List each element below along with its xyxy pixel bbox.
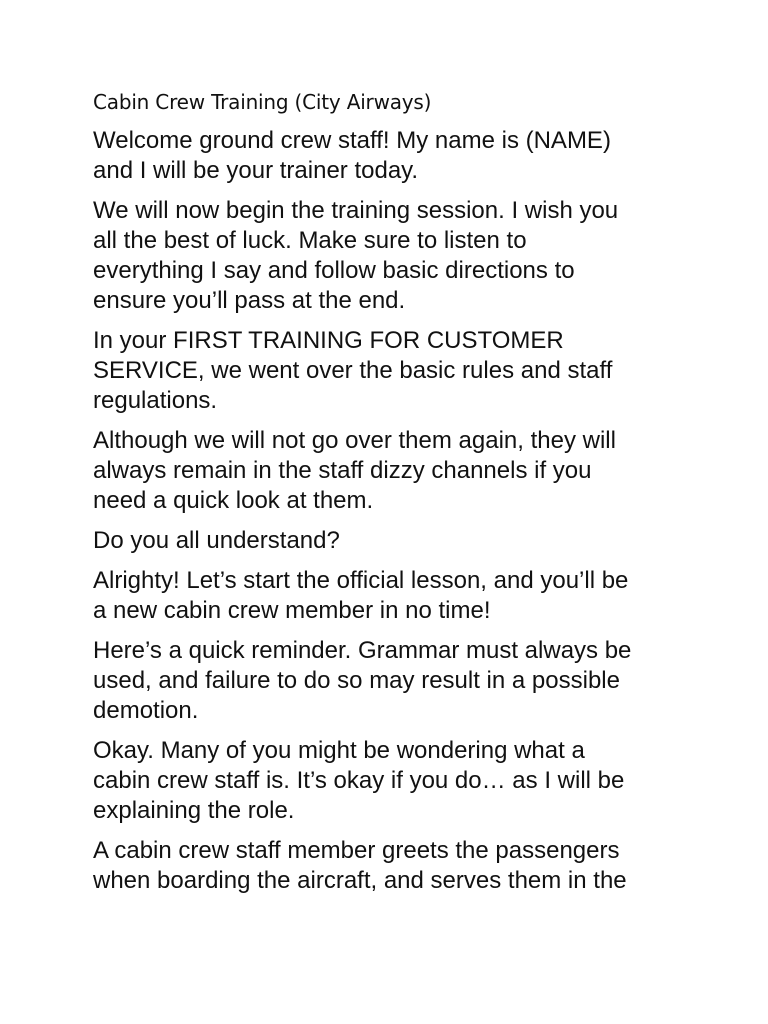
paragraph-staff-channels bbox=[93, 426, 693, 516]
paragraph-grammar-reminder bbox=[93, 636, 693, 726]
text-line: used, and failure to do so may result in a possible bbox=[93, 667, 620, 694]
text-line: always remain in the staff dizzy channels if you bbox=[93, 457, 592, 484]
text-line: In your FIRST TRAINING FOR CUSTOMER bbox=[93, 327, 564, 354]
text-line: explaining the role. bbox=[93, 797, 295, 824]
text-line: Do you all understand? bbox=[93, 527, 340, 554]
paragraph-official-lesson bbox=[93, 566, 693, 626]
paragraph-role-explanation bbox=[93, 736, 693, 826]
text-line: need a quick look at them. bbox=[93, 487, 374, 514]
text-line: all the best of luck. Make sure to listen to bbox=[93, 227, 527, 254]
text-line: a new cabin crew member in no time! bbox=[93, 597, 491, 624]
document-body bbox=[93, 126, 693, 906]
text-line: Welcome ground crew staff! My name is (NAME) bbox=[93, 127, 611, 154]
text-line: Although we will not go over them again, they will bbox=[93, 427, 616, 454]
text-line: A cabin crew staff member greets the passengers bbox=[93, 837, 620, 864]
text-line: Okay. Many of you might be wondering what a bbox=[93, 737, 585, 764]
paragraph-first-training bbox=[93, 326, 693, 416]
text-line: ensure you’ll pass at the end. bbox=[93, 287, 406, 314]
text-line: regulations. bbox=[93, 387, 218, 414]
text-line: We will now begin the training session. I wish you bbox=[93, 197, 619, 224]
text-line: SERVICE, we went over the basic rules and staff bbox=[93, 357, 613, 384]
text-line: when boarding the aircraft, and serves them in the bbox=[93, 867, 627, 894]
text-line: and I will be your trainer today. bbox=[93, 157, 419, 184]
paragraph-welcome bbox=[93, 126, 693, 186]
text-line: cabin crew staff is. It’s okay if you do… as I will be bbox=[93, 767, 625, 794]
text-line: everything I say and follow basic directions to bbox=[93, 257, 575, 284]
text-line: Alrighty! Let’s start the official lesson, and you’ll be bbox=[93, 567, 629, 594]
text-line: demotion. bbox=[93, 697, 199, 724]
paragraph-cabin-crew-duties bbox=[93, 836, 693, 896]
text-line: Here’s a quick reminder. Grammar must always be bbox=[93, 637, 632, 664]
document-title: Cabin Crew Training (City Airways) bbox=[93, 90, 432, 114]
paragraph-understand bbox=[93, 526, 693, 556]
paragraph-begin-session bbox=[93, 196, 693, 316]
